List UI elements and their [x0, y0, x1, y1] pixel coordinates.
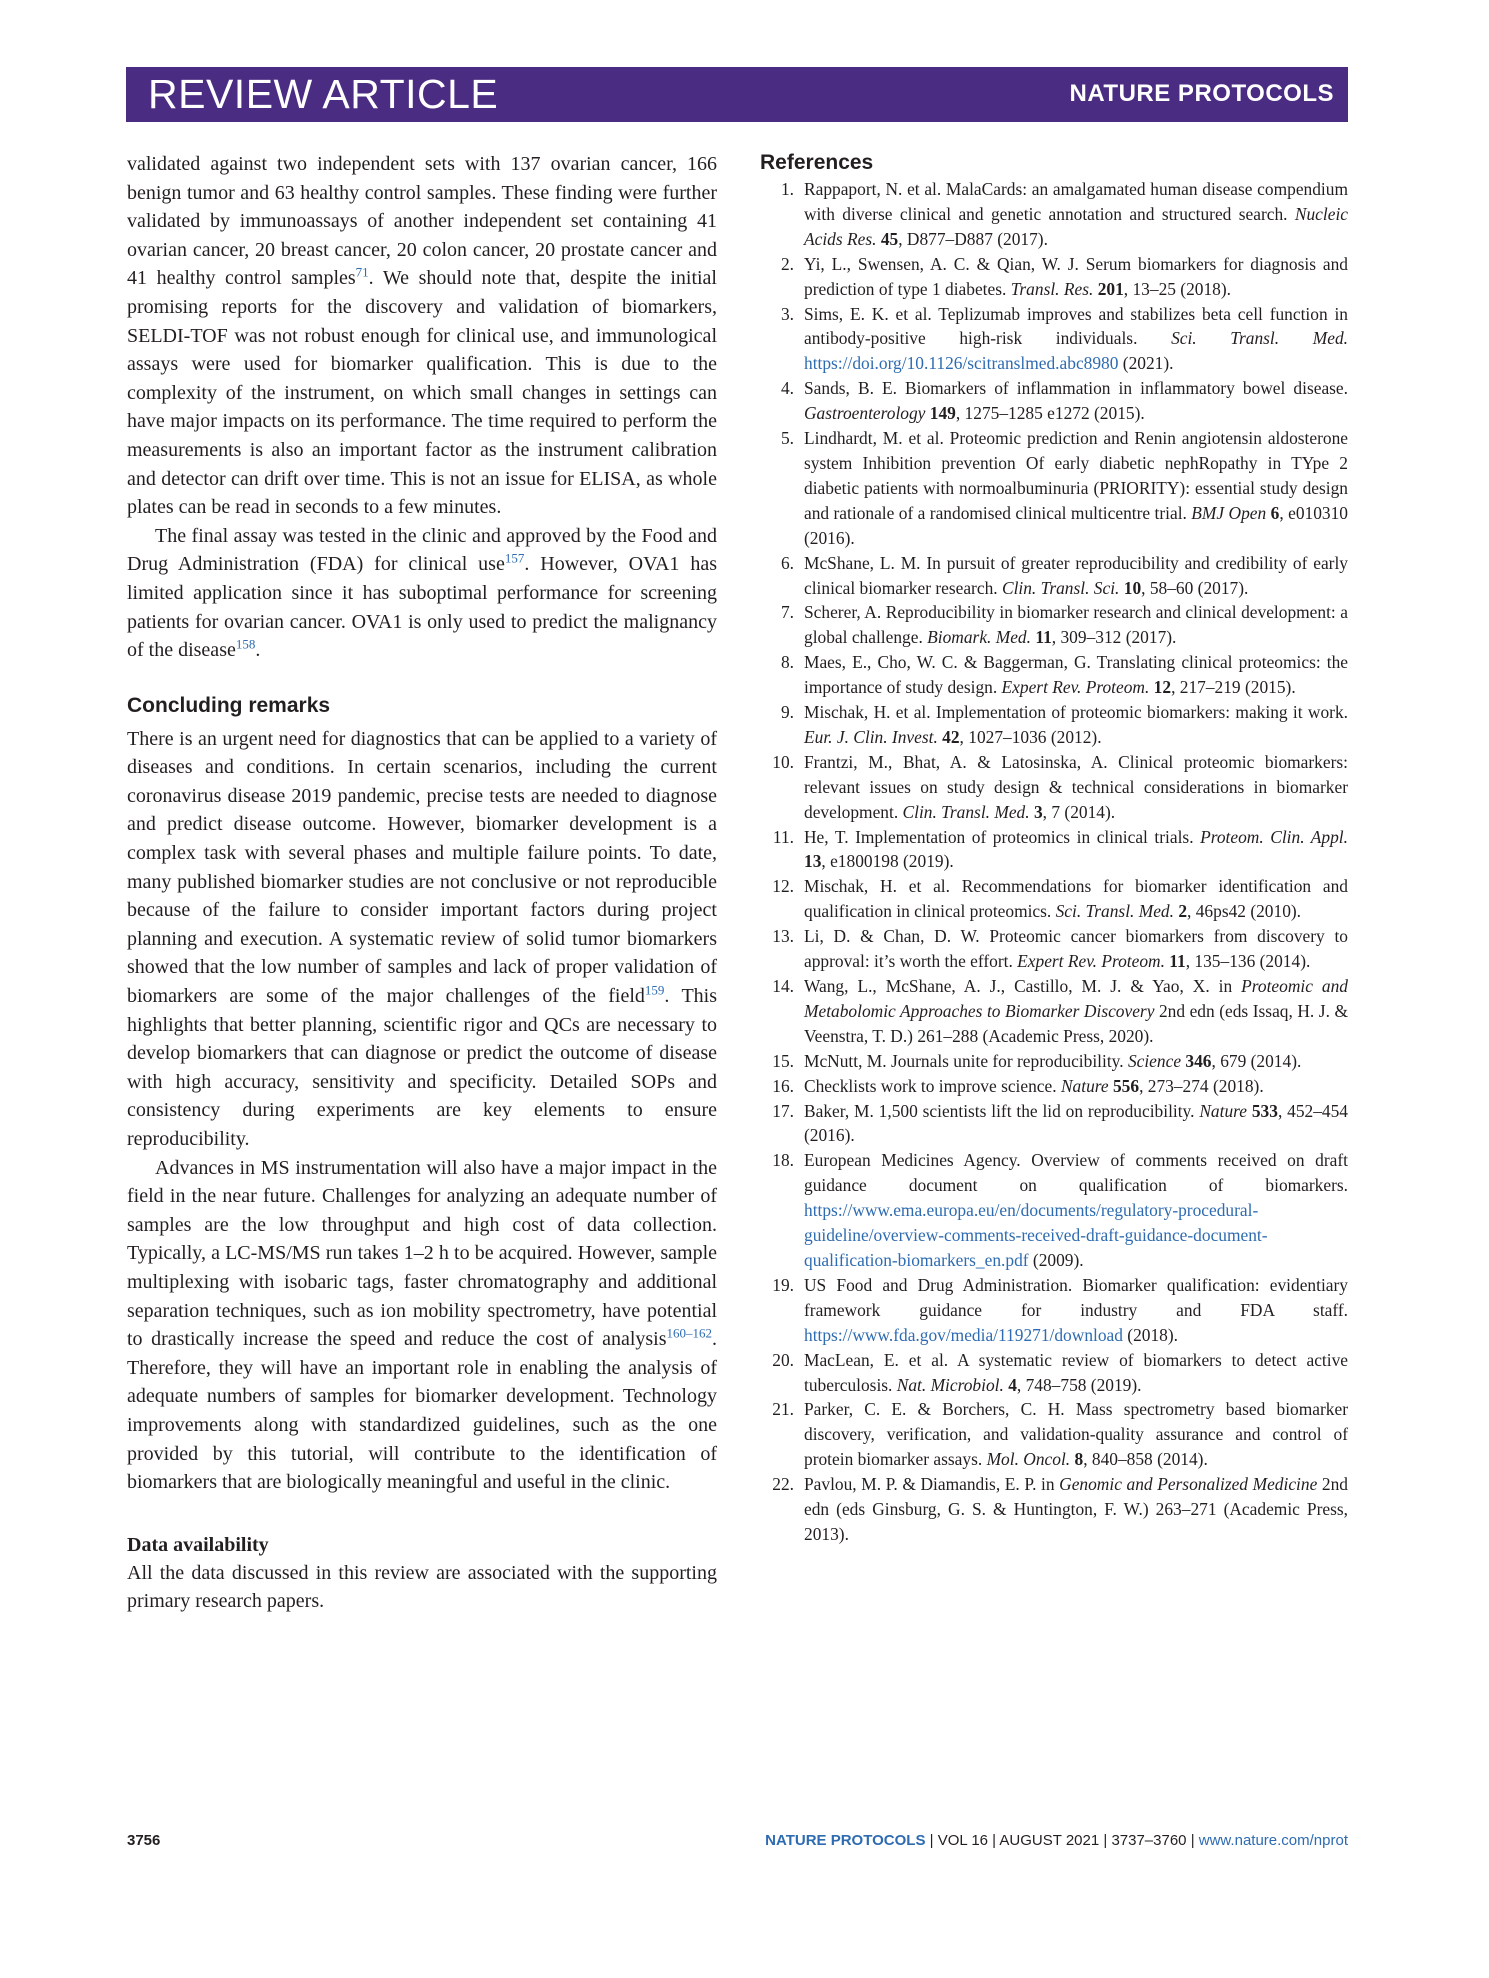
text-span: , 309–312 (2017).	[1051, 627, 1177, 648]
text-span: Advances in MS instrumentation will also have a major impact in the field in the near future. Challenges for analyzing an adequate number of samples are the low throughput and high cost of data collection. Typically, a LC-MS/MS run takes 1–2 h to be acquired. However, sample multiplexing with isobaric tags, faster chromatography and additional separation techniques, such as ion mobility spectrometry, have potential to drastically increase the speed and reduce the cost of analysis	[127, 1156, 717, 1351]
journal-name: Nat. Microbiol.	[896, 1374, 1004, 1395]
journal-name: Clin. Transl. Med.	[902, 801, 1030, 822]
reference-text	[804, 827, 1348, 872]
journal-name: BMJ Open	[1191, 502, 1267, 523]
reference-text	[804, 553, 1348, 598]
volume-number: 6	[1270, 502, 1280, 523]
text-span: , 135–136 (2014).	[1185, 951, 1311, 972]
volume-number: 8	[1074, 1449, 1084, 1470]
text-span: , 679 (2014).	[1211, 1050, 1302, 1071]
text-span: Baker, M. 1,500 scientists lift the lid on reproducibility.	[804, 1100, 1200, 1121]
text-span: European Medicines Agency. Overview of comments received on draft guidance document on qualification of biomarkers.	[804, 1150, 1348, 1196]
reference-number: 10.	[772, 751, 794, 772]
text-span: . Therefore, they will have an important role in enabling the analysis of adequate numbers of samples for biomarker development. Technology improvements along with standardized guidelines, such as the one provided by this tutorial, will contribute to the identification of biomarkers that are biologically meaningful and useful in the clinic.	[127, 1328, 717, 1494]
text-span: Yi, L., Swensen, A. C. & Qian, W. J. Serum biomarkers for diagnosis and prediction of type 1 diabetes.	[804, 253, 1348, 299]
header-banner	[126, 67, 1348, 122]
volume-number: 3	[1033, 801, 1043, 822]
volume-number: 149	[929, 403, 956, 424]
reference-item	[760, 302, 1348, 377]
journal-name: Sci. Transl. Med.	[1171, 328, 1348, 349]
reference-number: 14.	[772, 976, 794, 996]
journal-name: Nature	[1060, 1075, 1109, 1096]
footer-sep: |	[1186, 1832, 1199, 1849]
text-span: Maes, E., Cho, W. C. & Baggerman, G. Translating clinical proteomics: the importance of study design.	[804, 652, 1348, 698]
text-span: , 452–454 (2016).	[804, 1100, 1348, 1146]
citation-157[interactable]: 157	[504, 550, 525, 566]
reference-link[interactable]: https://doi.org/10.1126/scitranslmed.abc8980	[804, 353, 1119, 374]
text-span: , 840–858 (2014).	[1083, 1449, 1208, 1470]
reference-item	[760, 1397, 1348, 1472]
text-span: (2018).	[1122, 1324, 1179, 1345]
reference-item	[760, 177, 1348, 252]
text-span: Mischak, H. et al. Recommendations for biomarker identification and qualification in clinical proteomics.	[804, 876, 1348, 922]
reference-number: 11.	[772, 826, 794, 847]
reference-text	[804, 1350, 1348, 1395]
text-span: Mischak, H. et al. Implementation of proteomic biomarkers: making it work.	[804, 702, 1348, 723]
footer-volume: VOL 16	[937, 1832, 989, 1849]
journal-name: Nature	[1199, 1100, 1247, 1121]
references-heading: References	[760, 151, 874, 174]
text-span: , 748–758 (2019).	[1016, 1374, 1142, 1395]
text-span: The final assay was tested in the clinic and approved by the Food and Drug Administration (FDA) for clinical use	[127, 524, 717, 576]
data-availability-text: All the data discussed in this review are associated with the supporting primary research papers.	[127, 1561, 717, 1613]
volume-number: 42	[942, 726, 960, 747]
reference-number: 22.	[772, 1474, 794, 1495]
footer-date: AUGUST 2021	[999, 1832, 1100, 1849]
section-label: REVIEW ARTICLE	[148, 71, 499, 117]
text-span: 2nd edn (eds Issaq, H. J. & Veenstra, T. D.) 261–288 (Academic Press, 2020).	[804, 1000, 1348, 1046]
volume-number: 201	[1097, 278, 1124, 299]
reference-number: 13.	[772, 926, 794, 947]
journal-name: Transl. Res.	[1010, 278, 1094, 299]
footer-url[interactable]: www.nature.com/nprot	[1198, 1832, 1348, 1849]
journal-name: Mol. Oncol.	[986, 1449, 1071, 1470]
reference-item	[760, 650, 1348, 700]
concluding-paragraph-2	[127, 1154, 717, 1497]
text-span: MacLean, E. et al. A systematic review of biomarkers to detect active tuberculosis.	[804, 1349, 1348, 1395]
reference-text	[804, 876, 1348, 921]
reference-item	[760, 1099, 1348, 1149]
volume-number: 2	[1178, 901, 1188, 922]
reference-text	[804, 378, 1348, 423]
reference-item	[760, 1472, 1348, 1547]
reference-number: 20.	[772, 1349, 794, 1370]
reference-text	[804, 1051, 1301, 1071]
page-number: 3756	[127, 1832, 161, 1849]
body-paragraph-1	[127, 150, 717, 522]
reference-number: 1.	[780, 179, 794, 199]
text-span: 2nd edn (eds Ginsburg, G. S. & Huntington, F. W.) 263–271 (Academic Press, 2013).	[804, 1474, 1348, 1544]
text-span: Wang, L., McShane, A. J., Castillo, M. J. & Yao, X. in	[804, 976, 1242, 996]
reference-number: 7.	[780, 602, 794, 623]
reference-text	[804, 1076, 1264, 1096]
footer-sep: |	[988, 1832, 1000, 1849]
text-span: Frantzi, M., Bhat, A. & Latosinska, A. Clinical proteomic biomarkers: relevant issues on study design & technical considerations in biomarker development.	[804, 751, 1348, 822]
text-span: Sims, E. K. et al. Teplizumab improves and stabilizes beta cell function in antibody-positive high-risk individuals.	[804, 303, 1348, 349]
reference-text	[804, 702, 1348, 747]
journal-name: Science	[1127, 1050, 1182, 1071]
text-span: , e1800198 (2019).	[821, 851, 954, 872]
volume-number: 12	[1153, 677, 1172, 698]
reference-number: 16.	[772, 1075, 794, 1096]
journal-name: Sci. Transl. Med.	[1055, 901, 1174, 922]
journal-label: NATURE PROTOCOLS	[1069, 80, 1334, 107]
footer-sep: |	[925, 1832, 938, 1849]
reference-link[interactable]: https://www.ema.europa.eu/en/documents/regulatory-procedural-guideline/overview-comments-received-draft-guidance-document-qualification-biomarkers_en.pdf	[804, 1200, 1268, 1270]
text-span: There is an urgent need for diagnostics that can be applied to a variety of diseases and conditions. In certain scenarios, including the current coronavirus disease 2019 pandemic, precise tests are needed to diagnose and predict disease outcome. However, biomarker development is a complex task with several phases and multiple failure points. To date, many published biomarker studies are not conclusive or not reproducible because of the failure to consider important factors during project planning and execution. A systematic review of solid tumor biomarkers showed that the low number of samples and lack of proper validation of biomarkers are some of the major challenges of the field	[127, 727, 717, 1008]
reference-item	[760, 252, 1348, 302]
reference-item	[760, 750, 1348, 825]
text-span: , 13–25 (2018).	[1123, 278, 1232, 299]
reference-item	[760, 551, 1348, 601]
journal-name: Gastroenterology	[804, 403, 926, 424]
reference-item	[760, 1148, 1348, 1273]
text-span: (2009).	[1028, 1249, 1084, 1270]
text-span: Checklists work to improve science.	[804, 1075, 1061, 1096]
text-span: , 7 (2014).	[1042, 801, 1116, 822]
journal-name: Clin. Transl. Sci.	[1001, 577, 1120, 598]
journal-name: Expert Rev. Proteom.	[1017, 951, 1165, 972]
reference-text	[804, 304, 1348, 374]
volume-number: 10	[1123, 577, 1142, 598]
text-span: , 217–219 (2015).	[1171, 677, 1296, 698]
reference-number: 18.	[772, 1150, 794, 1171]
concluding-paragraph-1	[127, 725, 717, 1154]
text-span: Scherer, A. Reproducibility in biomarker research and clinical development: a global challenge.	[804, 602, 1348, 648]
reference-item	[760, 600, 1348, 650]
text-span: , 46ps42 (2010).	[1187, 901, 1302, 922]
text-span: . This highlights that better planning, scientific rigor and QCs are necessary to develop biomarkers that can diagnose or predict the outcome of disease with high accuracy, sensitivity and specificity. Detailed SOPs and consistency during experiments are key elements to ensure reproducibility.	[127, 985, 717, 1150]
text-span: US Food and Drug Administration. Biomarker qualification: evidentiary framework guidance for industry and FDA staff.	[804, 1274, 1348, 1320]
reference-item	[760, 825, 1348, 875]
reference-text	[804, 1150, 1348, 1270]
reference-item	[760, 1049, 1348, 1074]
body-paragraph-2	[127, 522, 717, 665]
reference-number: 9.	[780, 702, 794, 723]
volume-number: 11	[1169, 951, 1186, 972]
reference-link[interactable]: https://www.fda.gov/media/119271/download	[804, 1324, 1123, 1345]
volume-number: 4	[1008, 1374, 1017, 1395]
text-span: Rappaport, N. et al. MalaCards: an amalgamated human disease compendium with diverse clinical and genetic annotation and structured search.	[804, 179, 1348, 224]
reference-text	[804, 428, 1348, 548]
text-span: , 273–274 (2018).	[1139, 1075, 1264, 1096]
journal-name: Nucleic Acids Res.	[804, 203, 1348, 249]
reference-item	[760, 1273, 1348, 1348]
journal-name: Proteom. Clin. Appl.	[1200, 826, 1348, 847]
footer-sep: |	[1099, 1832, 1112, 1849]
footer-citation	[765, 1832, 1348, 1849]
text-span: . However, OVA1 has limited application since it has suboptimal performance for screening patients for ovarian cancer. OVA1 is only used to predict the malignancy of the disease	[127, 553, 717, 662]
text-span: Parker, C. E. & Borchers, C. H. Mass spectrometry based biomarker discovery, verification, and validation-quality assurance and control of protein biomarker assays.	[804, 1399, 1348, 1470]
reference-number: 2.	[780, 253, 794, 274]
reference-text	[804, 254, 1348, 299]
left-column	[127, 150, 717, 1616]
volume-number: 533	[1251, 1100, 1278, 1121]
reference-text	[804, 752, 1348, 822]
reference-text	[804, 926, 1348, 971]
text-span: validated against two independent sets with 137 ovarian cancer, 166 benign tumor and 63 healthy control samples. These finding were further validated by immunoassays of another independent set containing 41 ovarian cancer, 20 breast cancer, 20 colon cancer, 20 prostate cancer and 41 healthy control samples	[127, 153, 717, 290]
reference-number: 8.	[780, 652, 794, 673]
reference-item	[760, 974, 1348, 1049]
volume-number: 13	[804, 851, 822, 872]
volume-number: 11	[1035, 627, 1052, 648]
references-column	[760, 150, 1348, 1547]
volume-number: 346	[1185, 1050, 1212, 1071]
reference-item	[760, 426, 1348, 551]
reference-number: 4.	[780, 378, 794, 399]
reference-text	[804, 1399, 1348, 1469]
text-span: , 1275–1285 e1272 (2015).	[955, 403, 1145, 424]
reference-number: 6.	[780, 552, 794, 573]
text-span: Pavlou, M. P. & Diamandis, E. P. in	[804, 1474, 1060, 1495]
reference-number: 21.	[772, 1399, 794, 1420]
text-span: , e010310 (2016).	[804, 502, 1348, 548]
text-span: , 1027–1036 (2012).	[959, 726, 1102, 747]
text-span: McNutt, M. Journals unite for reproducibility.	[804, 1050, 1128, 1071]
text-span: (2021).	[1118, 353, 1174, 374]
journal-name: Biomark. Med.	[927, 627, 1031, 648]
footer-journal: NATURE PROTOCOLS	[765, 1832, 926, 1849]
journal-name: Eur. J. Clin. Invest.	[804, 726, 938, 747]
journal-name: Genomic and Personalized Medicine	[1059, 1474, 1318, 1495]
text-span: .	[255, 639, 261, 662]
reference-text	[804, 1474, 1348, 1544]
journal-name: Proteomic and Metabolomic Approaches to Biomarker Discovery	[804, 976, 1348, 1021]
citation-71[interactable]: 71	[355, 264, 369, 280]
text-span: Lindhardt, M. et al. Proteomic prediction and Renin angiotensin aldosterone system Inhibition prevention Of early diabetic nephRopathy in TYpe 2 diabetic patients with normoalbuminuria (PRIORITY): essential study design and rationale of a randomised clinical multicentre trial.	[804, 428, 1348, 523]
citation-160-162[interactable]: 160–162	[666, 1325, 712, 1341]
reference-item	[760, 1074, 1348, 1099]
footer-pages: 3737–3760	[1111, 1832, 1187, 1849]
text-span: He, T. Implementation of proteomics in clinical trials.	[804, 826, 1201, 847]
data-availability-heading: Data availability	[127, 1533, 269, 1556]
volume-number: 45	[880, 228, 899, 249]
text-span: . We should note that, despite the initial promising reports for the discovery and validation of biomarkers, SELDI-TOF was not robust enough for clinical use, and immunological assays were used for biomarker qualification. This is due to the complexity of the instrument, on which small changes in settings can have major impacts on its performance. The time required to perform the measurements is also an important factor as the instrument calibration and detector can drift over time. This is not an issue for ELISA, as whole plates can be read in seconds to a few minutes.	[127, 267, 717, 519]
text-span: McShane, L. M. In pursuit of greater reproducibility and credibility of early clinical biomarker research.	[804, 552, 1348, 598]
reference-text	[804, 1101, 1348, 1146]
journal-name: Expert Rev. Proteom.	[1001, 677, 1150, 698]
reference-number: 12.	[772, 876, 794, 897]
citation-158[interactable]: 158	[235, 636, 256, 652]
citation-159[interactable]: 159	[644, 982, 665, 998]
reference-number: 3.	[780, 303, 794, 324]
reference-text	[804, 179, 1348, 249]
reference-text	[804, 1275, 1348, 1345]
text-span: , 58–60 (2017).	[1141, 577, 1249, 598]
reference-item	[760, 1348, 1348, 1398]
reference-item	[760, 874, 1348, 924]
text-span: , D877–D887 (2017).	[898, 228, 1048, 249]
reference-text	[804, 652, 1348, 697]
concluding-heading: Concluding remarks	[127, 693, 331, 717]
text-span: Sands, B. E. Biomarkers of inflammation in inflammatory bowel disease.	[804, 378, 1348, 399]
text-span: Li, D. & Chan, D. W. Proteomic cancer biomarkers from discovery to approval: it’s worth the effort.	[804, 926, 1348, 972]
reference-text	[804, 602, 1348, 647]
reference-number: 17.	[772, 1100, 794, 1121]
references-list	[760, 177, 1348, 1547]
reference-item	[760, 924, 1348, 974]
reference-item	[760, 376, 1348, 426]
volume-number: 556	[1112, 1075, 1140, 1096]
reference-number: 19.	[772, 1274, 794, 1295]
reference-number: 5.	[780, 428, 794, 449]
reference-item	[760, 700, 1348, 750]
reference-number: 15.	[772, 1050, 794, 1071]
reference-text	[804, 976, 1348, 1046]
